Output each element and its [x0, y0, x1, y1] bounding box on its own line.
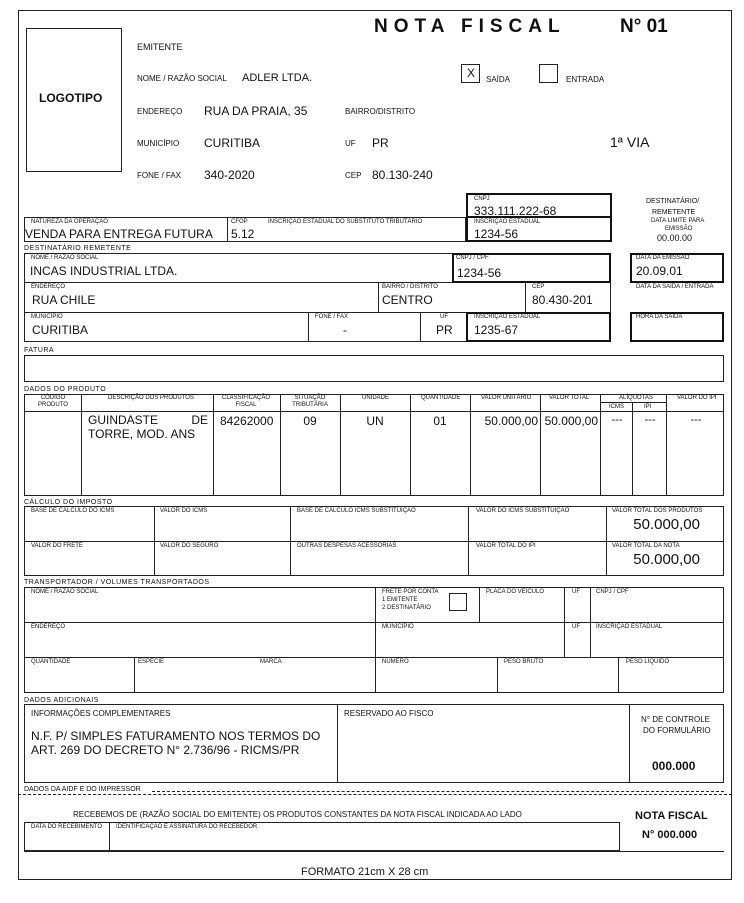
transp-uf2-label: UF: [572, 624, 580, 630]
volumes-especie-label: ESPÉCIE: [138, 659, 165, 665]
data-emissao-label: DATA DA EMISSÃO: [636, 255, 690, 261]
dest-note-2: REMETENTE: [652, 209, 696, 216]
col-codigo: CÓDIGO PRODUTO: [38, 395, 68, 408]
nome-label: NOME / RAZÃO SOCIAL: [137, 74, 227, 83]
emitente-ie-value: 1234-56: [474, 227, 519, 241]
formato-label: FORMATO 21cm X 28 cm: [301, 866, 429, 878]
col-ipi: IPI: [644, 404, 652, 410]
item-icms: ---: [611, 414, 623, 426]
item-classificacao: 84262000: [220, 414, 274, 428]
volumes-quantidade-label: QUANTIDADE: [31, 659, 71, 665]
fatura-box: [24, 355, 724, 382]
dest-ie-value: 1235-67: [474, 323, 519, 337]
controle-value: 000.000: [652, 759, 696, 773]
seguro-label: VALOR DO SEGURO: [160, 543, 219, 549]
transp-cnpj-label: CNPJ / CPF: [596, 589, 629, 595]
col-quantidade: QUANTIDADE: [421, 395, 461, 401]
dest-ie-label: INSCRIÇÃO ESTADUAL: [474, 314, 541, 320]
dest-endereco-label: ENDEREÇO: [31, 284, 66, 290]
dest-bairro-value: CENTRO: [382, 293, 433, 307]
transp-municipio-label: MUNICÍPIO: [382, 624, 414, 630]
item-valor-ipi: ---: [690, 414, 702, 426]
data-emissao-value: 20.09.01: [636, 264, 683, 278]
aidf-label: DADOS DA AIDF E DO IMPRESSOR: [24, 786, 141, 793]
transp-nome-label: NOME / RAZÃO SOCIAL: [31, 589, 99, 595]
item-quantidade: 01: [433, 414, 447, 428]
total-nota-label: VALOR TOTAL DA NOTA: [612, 543, 680, 549]
dest-municipio-value: CURITIBA: [32, 323, 89, 337]
col-valor-total: VALOR TOTAL: [549, 395, 590, 401]
natureza-value: VENDA PARA ENTREGA FUTURA: [25, 227, 213, 241]
fatura-section: FATURA: [24, 347, 55, 354]
recibo-nota-label: NOTA FISCAL: [635, 810, 708, 822]
item-situacao: 09: [303, 414, 317, 428]
dest-cep-value: 80.430-201: [532, 293, 593, 307]
natureza-label: NATUREZA DA OPERAÇÃO: [31, 219, 108, 225]
item-ipi: ---: [644, 414, 656, 426]
saida-check-mark: X: [467, 66, 476, 80]
dest-cnpj-value: 1234-56: [457, 266, 502, 280]
transp-uf-label: UF: [572, 589, 580, 595]
dest-fone-value: -: [343, 323, 347, 337]
col-valor-ipi: VALOR DO IPI: [677, 395, 717, 401]
dest-uf-value: PR: [436, 323, 453, 337]
base-icms-label: BASE DE CÁLCULO DO ICMS: [31, 508, 115, 514]
endereco-value: RUA DA PRAIA, 35: [204, 104, 308, 118]
uf-label: UF: [345, 139, 356, 148]
entrada-label: ENTRADA: [566, 75, 605, 84]
info-complementares-label: INFORMAÇÕES COMPLEMENTARES: [31, 709, 171, 718]
uf-value: PR: [372, 136, 389, 150]
frete-conta-3: 2 DESTINATÁRIO: [382, 605, 431, 611]
recibo-bottom-line: [24, 851, 724, 852]
total-produtos-label: VALOR TOTAL DOS PRODUTOS: [612, 508, 703, 514]
col-descricao: DESCRIÇÃO DOS PRODUTOS: [108, 395, 194, 401]
form-number: N° 01: [620, 16, 668, 37]
recibo-data-label: DATA DO RECEBIMENTO: [31, 824, 103, 830]
reservado-fisco-label: RESERVADO AO FISCO: [344, 709, 434, 718]
municipio-label: MUNICÍPIO: [137, 139, 180, 148]
aidf-line: [152, 791, 724, 792]
recibo-text: RECEBEMOS DE (RAZÃO SOCIAL DO EMITENTE) OS PRODUTOS CONSTANTES DA NOTA FISCAL INDICADA AO LADO: [73, 810, 522, 819]
item-descricao: GUINDASTE DE TORRE, MOD. ANS: [88, 413, 208, 441]
fone-label: FONE / FAX: [137, 171, 182, 180]
form-title: NOTA FISCAL: [374, 16, 566, 37]
via-label: 1ª VIA: [610, 134, 650, 150]
cep-value: 80.130-240: [372, 168, 433, 182]
col-unidade: UNIDADE: [362, 395, 390, 401]
dest-cep-label: CEP: [532, 284, 545, 290]
transportador-section: TRANSPORTADOR / VOLUMES TRANSPORTADOS: [24, 579, 210, 586]
controle-label-2: DO FORMULÁRIO: [643, 726, 711, 735]
adicionais-section: DADOS ADICIONAIS: [24, 697, 99, 704]
dest-cnpj-label: CNPJ / CPF: [456, 255, 489, 261]
col-aliquotas: ALÍQUOTAS: [619, 395, 653, 401]
nome-value: ADLER LTDA.: [242, 72, 313, 84]
hora-saida-label: HORA DA SAÍDA: [636, 314, 683, 320]
transp-endereco-label: ENDEREÇO: [31, 624, 66, 630]
dest-note-1: DESTINATÁRIO/: [646, 198, 700, 205]
info-complementares-line1: N.F. P/ SIMPLES FATURAMENTO NOS TERMOS DO: [31, 729, 321, 743]
dest-fone-label: FONE / FAX: [315, 314, 349, 320]
logo-placeholder: LOGOTIPO: [39, 91, 103, 105]
outras-despesas-label: OUTRAS DESPESAS ACESSÓRIAS: [297, 543, 397, 549]
base-subst-label: BASE DE CÁLCULO ICMS SUBSTITUIÇÃO: [297, 508, 416, 514]
destinatario-section: DESTINATÁRIO REMETENTE: [24, 245, 132, 252]
valor-ipi-total-label: VALOR TOTAL DO IPI: [476, 543, 536, 549]
total-nota-value: 50.000,00: [633, 551, 700, 568]
saida-label: SAÍDA: [486, 75, 511, 84]
total-produtos-value: 50.000,00: [633, 516, 700, 533]
col-classificacao: CLASSIFICAÇÃO FISCAL: [222, 395, 271, 408]
dest-endereco-value: RUA CHILE: [32, 293, 96, 307]
valor-subst-label: VALOR DO ICMS SUBSTITUIÇÃO: [476, 508, 570, 514]
dest-uf-label: UF: [440, 314, 448, 320]
transp-ie-label: INSCRIÇÃO ESTADUAL: [596, 624, 663, 630]
emitente-ie-label: INSCRIÇÃO ESTADUAL: [474, 219, 541, 225]
emitente-cnpj-value: 333.111.222-68: [474, 204, 557, 218]
cep-label: CEP: [345, 171, 362, 180]
recibo-cut-line: [18, 794, 732, 795]
dest-bairro-label: BAIRRO / DISTRITO: [382, 284, 438, 290]
endereco-label: ENDEREÇO: [137, 107, 183, 116]
volumes-peso-bruto-label: PESO BRUTO: [504, 659, 544, 665]
dest-limit-date: 00.00.00: [657, 233, 693, 243]
volumes-marca-label: MARCA: [260, 659, 282, 665]
dest-nome-value: INCAS INDUSTRIAL LTDA.: [30, 264, 178, 278]
recibo-nota-numero: N° 000.000: [642, 829, 698, 841]
controle-label-1: N° DE CONTROLE: [641, 715, 710, 724]
item-valor-total: 50.000,00: [544, 414, 598, 428]
imposto-section: CÁLCULO DO IMPOSTO: [24, 499, 113, 506]
dest-note-3: DATA LIMITE PARA: [651, 218, 705, 224]
cfop-value: 5.12: [231, 227, 255, 241]
dest-note-4: EMISSÃO: [665, 226, 693, 232]
ie-substituto-label: INSCRIÇÃO ESTADUAL DO SUBSTITUTO TRIBUTÁRIO: [268, 219, 423, 225]
bairro-label: BAIRRO/DISTRITO: [345, 107, 416, 116]
municipio-value: CURITIBA: [204, 136, 261, 150]
info-complementares-line2: ART. 269 DO DECRETO N° 2.736/96 - RICMS/PR: [31, 743, 300, 757]
recibo-block: [24, 822, 620, 851]
cfop-label: CFOP: [231, 219, 248, 225]
volumes-numero-label: NÚMERO: [382, 659, 409, 665]
dest-nome-label: NOME / RAZÃO SOCIAL: [31, 255, 99, 261]
entrada-checkbox[interactable]: [539, 64, 558, 83]
dest-municipio-label: MUNICÍPIO: [31, 314, 63, 320]
placa-label: PLACA DO VEÍCULO: [486, 589, 545, 595]
frete-conta-1: FRETE POR CONTA: [382, 589, 439, 595]
col-valor-unitario: VALOR UNITÁRIO: [481, 395, 532, 401]
fone-value: 340-2020: [204, 168, 255, 182]
item-valor-unitario: 50.000,00: [484, 414, 538, 428]
produto-section: DADOS DO PRODUTO: [24, 386, 107, 393]
valor-icms-label: VALOR DO ICMS: [160, 508, 208, 514]
col-situacao: SITUAÇÃO TRIBUTÁRIA: [292, 395, 328, 408]
data-saida-label: DATA DA SAÍDA / ENTRADA: [636, 284, 714, 290]
frete-label: VALOR DO FRETE: [31, 543, 83, 549]
transportador-block: [24, 587, 724, 693]
volumes-peso-liquido-label: PESO LÍQUIDO: [626, 659, 670, 665]
emitente-label: EMITENTE: [137, 42, 183, 52]
frete-conta-2: 1 EMITENTE: [382, 597, 418, 603]
col-icms: ICMS: [609, 404, 624, 410]
recibo-assinatura-label: IDENTIFICAÇÃO E ASSINATURA DO RECEBEDOR: [116, 824, 258, 830]
item-unidade: UN: [366, 414, 384, 428]
frete-conta-checkbox[interactable]: [449, 593, 467, 611]
emitente-cnpj-label: CNPJ: [474, 196, 490, 202]
